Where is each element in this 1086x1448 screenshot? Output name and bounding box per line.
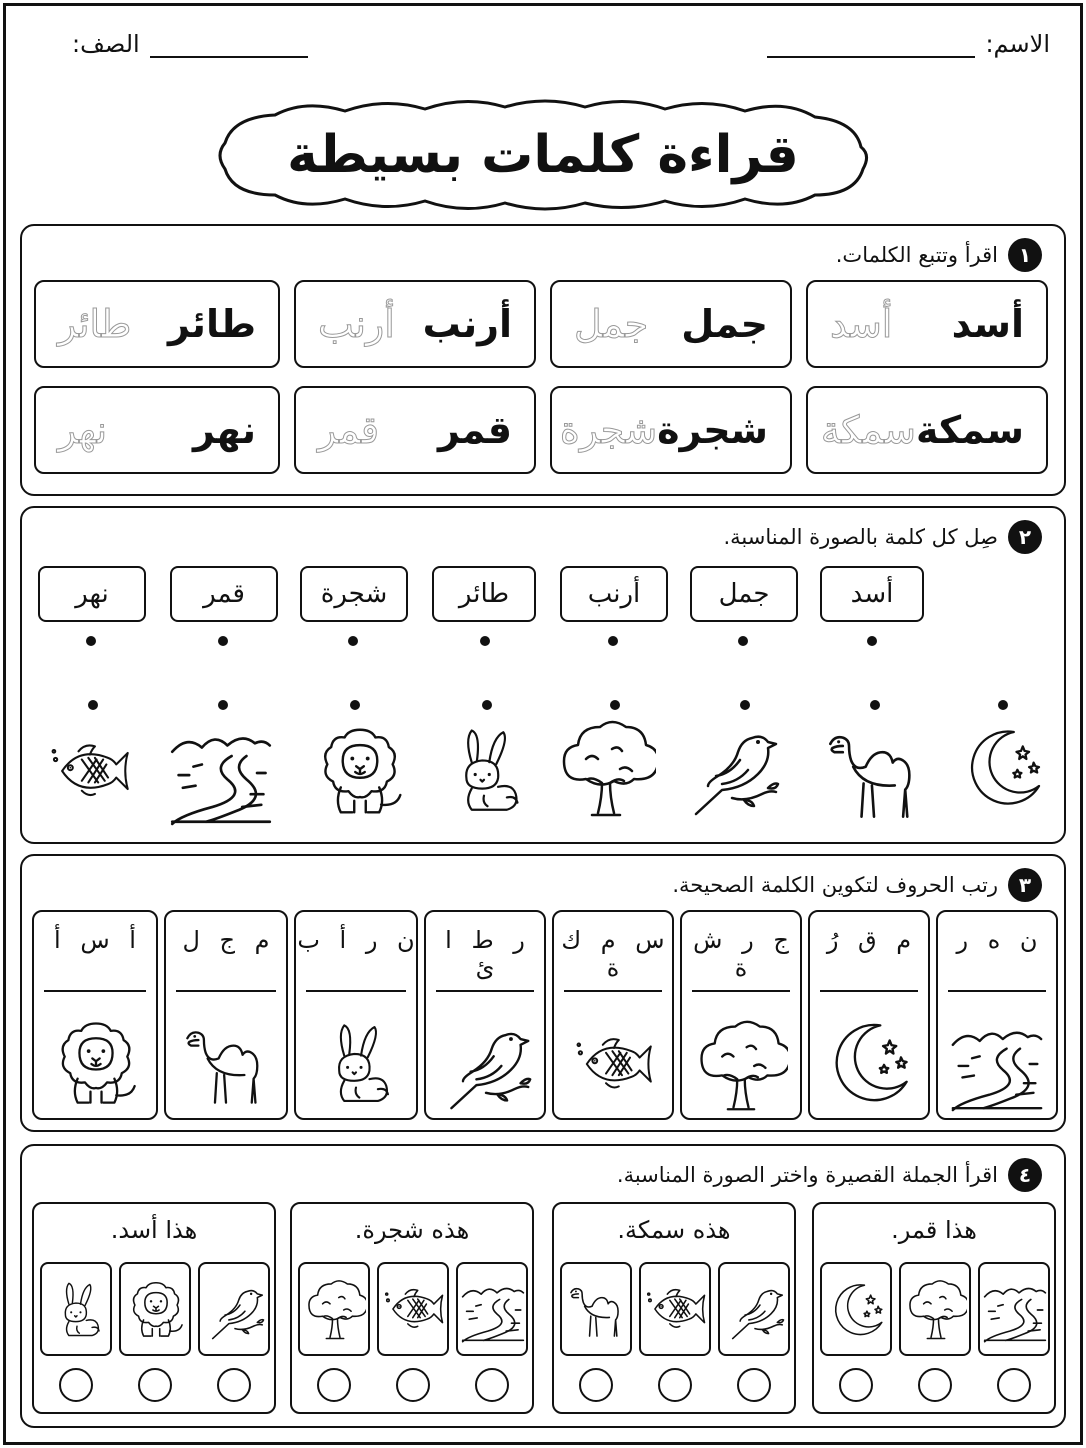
sentence-panel [812, 1202, 1056, 1414]
section-arrange-letters [20, 854, 1066, 1132]
picture-dot[interactable] [88, 700, 98, 710]
word-bold: أرنب [422, 302, 512, 346]
answer-line[interactable] [564, 990, 662, 992]
name-field [767, 30, 1050, 58]
scrambled-letters: ن ه ر [956, 926, 1038, 954]
option-picture[interactable] [560, 1262, 632, 1356]
answer-line[interactable] [436, 990, 534, 992]
word-trace[interactable]: أرنب [318, 302, 395, 346]
scrambled-letters: م ق رُ [826, 926, 912, 954]
picture-dot[interactable] [610, 700, 620, 710]
match-word-jamal[interactable]: جمل [690, 566, 798, 622]
word-card-jamal [550, 280, 792, 368]
word-trace[interactable]: شجرة [559, 408, 658, 452]
scrambled-letters: ر ط ا ئ [445, 926, 525, 982]
option-picture[interactable] [377, 1262, 449, 1356]
match-word-asad[interactable]: أسد [820, 566, 924, 622]
river-icon [460, 1272, 526, 1348]
word-dot[interactable] [348, 636, 358, 646]
lion-icon [50, 1012, 142, 1116]
option-picture[interactable] [198, 1262, 270, 1356]
option-picture[interactable] [718, 1262, 790, 1356]
class-label: الصف: [72, 30, 140, 58]
tree-icon [556, 714, 656, 824]
scrambled-letters: أ س أ [54, 926, 136, 954]
section-2-instruction: صِل كل كلمة بالصورة المناسبة. [723, 525, 998, 549]
match-word-qamar[interactable]: قمر [170, 566, 278, 622]
lion-icon [312, 716, 408, 828]
answer-circle[interactable] [997, 1368, 1031, 1402]
answer-line[interactable] [306, 990, 406, 992]
bird-icon [682, 718, 782, 818]
letters-tile [164, 910, 288, 1120]
sentence-text: هذه سمكة. [617, 1216, 731, 1244]
answer-circle[interactable] [138, 1368, 172, 1402]
picture-dot[interactable] [870, 700, 880, 710]
rabbit-icon [48, 1270, 106, 1350]
letters-tile [32, 910, 158, 1120]
option-picture[interactable] [978, 1262, 1050, 1356]
camel-icon [180, 1014, 272, 1114]
class-line[interactable] [150, 36, 308, 58]
word-bold: جمل [681, 302, 768, 346]
option-picture[interactable] [639, 1262, 711, 1356]
tree-icon [905, 1272, 967, 1348]
section-1-number: ١ [1008, 238, 1042, 272]
tree-icon [694, 1016, 788, 1116]
word-dot[interactable] [608, 636, 618, 646]
tree-icon [304, 1272, 366, 1348]
word-dot[interactable] [218, 636, 228, 646]
word-bold: نهر [193, 408, 256, 452]
bird-icon [438, 1016, 534, 1112]
option-picture[interactable] [820, 1262, 892, 1356]
section-match-words [20, 506, 1066, 844]
page-title: قراءة كلمات بسيطة [287, 125, 799, 185]
name-label: الاسم: [985, 30, 1050, 58]
fish-icon [381, 1278, 447, 1340]
scrambled-letters: ن ر أ ب [297, 926, 415, 954]
option-picture[interactable] [899, 1262, 971, 1356]
section-4-number: ٤ [1008, 1158, 1042, 1192]
letters-tile [680, 910, 802, 1120]
section-1-header [836, 238, 1042, 272]
sentence-panel [32, 1202, 276, 1414]
word-card-nahr [34, 386, 280, 474]
fish-icon [564, 1024, 664, 1104]
moon-icon [958, 718, 1048, 818]
fish-icon [643, 1278, 709, 1340]
word-dot[interactable] [738, 636, 748, 646]
option-picture[interactable] [40, 1262, 112, 1356]
match-word-nahr[interactable]: نهر [38, 566, 146, 622]
match-word-arnab[interactable]: أرنب [560, 566, 668, 622]
word-bold: أسد [951, 302, 1024, 346]
word-trace[interactable]: نهر [58, 408, 108, 452]
word-dot[interactable] [867, 636, 877, 646]
section-2-header [723, 520, 1042, 554]
section-4-instruction: اقرأ الجملة القصيرة واختر الصورة المناسبة. [616, 1163, 998, 1187]
word-card-asad [806, 280, 1048, 368]
picture-dot[interactable] [740, 700, 750, 710]
word-dot[interactable] [480, 636, 490, 646]
word-card-shajara [550, 386, 792, 474]
bird-icon [724, 1272, 786, 1348]
word-trace[interactable]: سمكة [820, 408, 916, 452]
word-bold: شجرة [657, 408, 768, 452]
scrambled-letters: ج ر ش ة [693, 926, 789, 982]
section-3-header [672, 868, 1042, 902]
letters-tile [808, 910, 930, 1120]
word-bold: سمكة [916, 408, 1024, 452]
word-bold: قمر [438, 408, 512, 452]
lion-icon [125, 1270, 187, 1350]
sentence-text: هذه شجرة. [354, 1216, 470, 1244]
word-card-tair [34, 280, 280, 368]
match-word-tair[interactable]: طائر [432, 566, 536, 622]
section-4-header [617, 1158, 1042, 1192]
name-line[interactable] [767, 36, 975, 58]
sentence-panel [290, 1202, 534, 1414]
section-2-number: ٢ [1008, 520, 1042, 554]
option-picture[interactable] [298, 1262, 370, 1356]
picture-dot[interactable] [218, 700, 228, 710]
answer-circle[interactable] [658, 1368, 692, 1402]
answer-circle[interactable] [918, 1368, 952, 1402]
river-icon [982, 1272, 1048, 1348]
answer-circle[interactable] [217, 1368, 251, 1402]
sentence-text: هذا قمر. [891, 1216, 977, 1244]
word-trace[interactable]: قمر [318, 408, 380, 452]
answer-circle[interactable] [475, 1368, 509, 1402]
answer-circle[interactable] [839, 1368, 873, 1402]
picture-dot[interactable] [350, 700, 360, 710]
section-3-instruction: رتب الحروف لتكوين الكلمة الصحيحة. [672, 873, 998, 897]
answer-line[interactable] [820, 990, 918, 992]
answer-line[interactable] [948, 990, 1046, 992]
picture-dot[interactable] [482, 700, 492, 710]
letters-tile [552, 910, 674, 1120]
letters-tile [424, 910, 546, 1120]
answer-line[interactable] [176, 990, 276, 992]
answer-circle[interactable] [317, 1368, 351, 1402]
word-card-qamar [294, 386, 536, 474]
moon-icon [826, 1272, 888, 1348]
scrambled-letters: س م ك ة [561, 926, 665, 982]
class-field [72, 30, 308, 58]
letters-tile [936, 910, 1058, 1120]
camel-icon [566, 1272, 628, 1348]
word-bold: طائر [168, 302, 256, 346]
rabbit-icon [440, 716, 528, 826]
camel-icon [822, 718, 926, 828]
answer-circle[interactable] [579, 1368, 613, 1402]
match-word-shajara[interactable]: شجرة [300, 566, 408, 622]
answer-line[interactable] [692, 990, 790, 992]
river-icon [944, 1016, 1050, 1112]
section-3-number: ٣ [1008, 868, 1042, 902]
picture-dot[interactable] [998, 700, 1008, 710]
answer-circle[interactable] [396, 1368, 430, 1402]
word-trace[interactable]: طائر [58, 302, 132, 346]
word-trace[interactable]: جمل [574, 302, 649, 346]
sentence-text: هذا أسد. [110, 1216, 198, 1244]
bird-icon [204, 1272, 266, 1348]
option-picture[interactable] [119, 1262, 191, 1356]
answer-circle[interactable] [737, 1368, 771, 1402]
answer-line[interactable] [44, 990, 146, 992]
answer-circle[interactable] [59, 1368, 93, 1402]
word-card-samaka [806, 386, 1048, 474]
section-read-sentence [20, 1144, 1066, 1428]
word-card-arnab [294, 280, 536, 368]
river-icon [168, 720, 274, 826]
sentence-panel [552, 1202, 796, 1414]
section-1-instruction: اقرأ وتتبع الكلمات. [835, 243, 998, 267]
moon-icon [822, 1016, 916, 1110]
section-trace-words [20, 224, 1066, 496]
word-trace[interactable]: أسد [830, 302, 893, 346]
title-cloud [215, 95, 871, 215]
letters-tile [294, 910, 418, 1120]
option-picture[interactable] [456, 1262, 528, 1356]
scrambled-letters: م ج ل [182, 926, 270, 954]
rabbit-icon [314, 1014, 398, 1114]
fish-icon [36, 730, 144, 812]
word-dot[interactable] [86, 636, 96, 646]
